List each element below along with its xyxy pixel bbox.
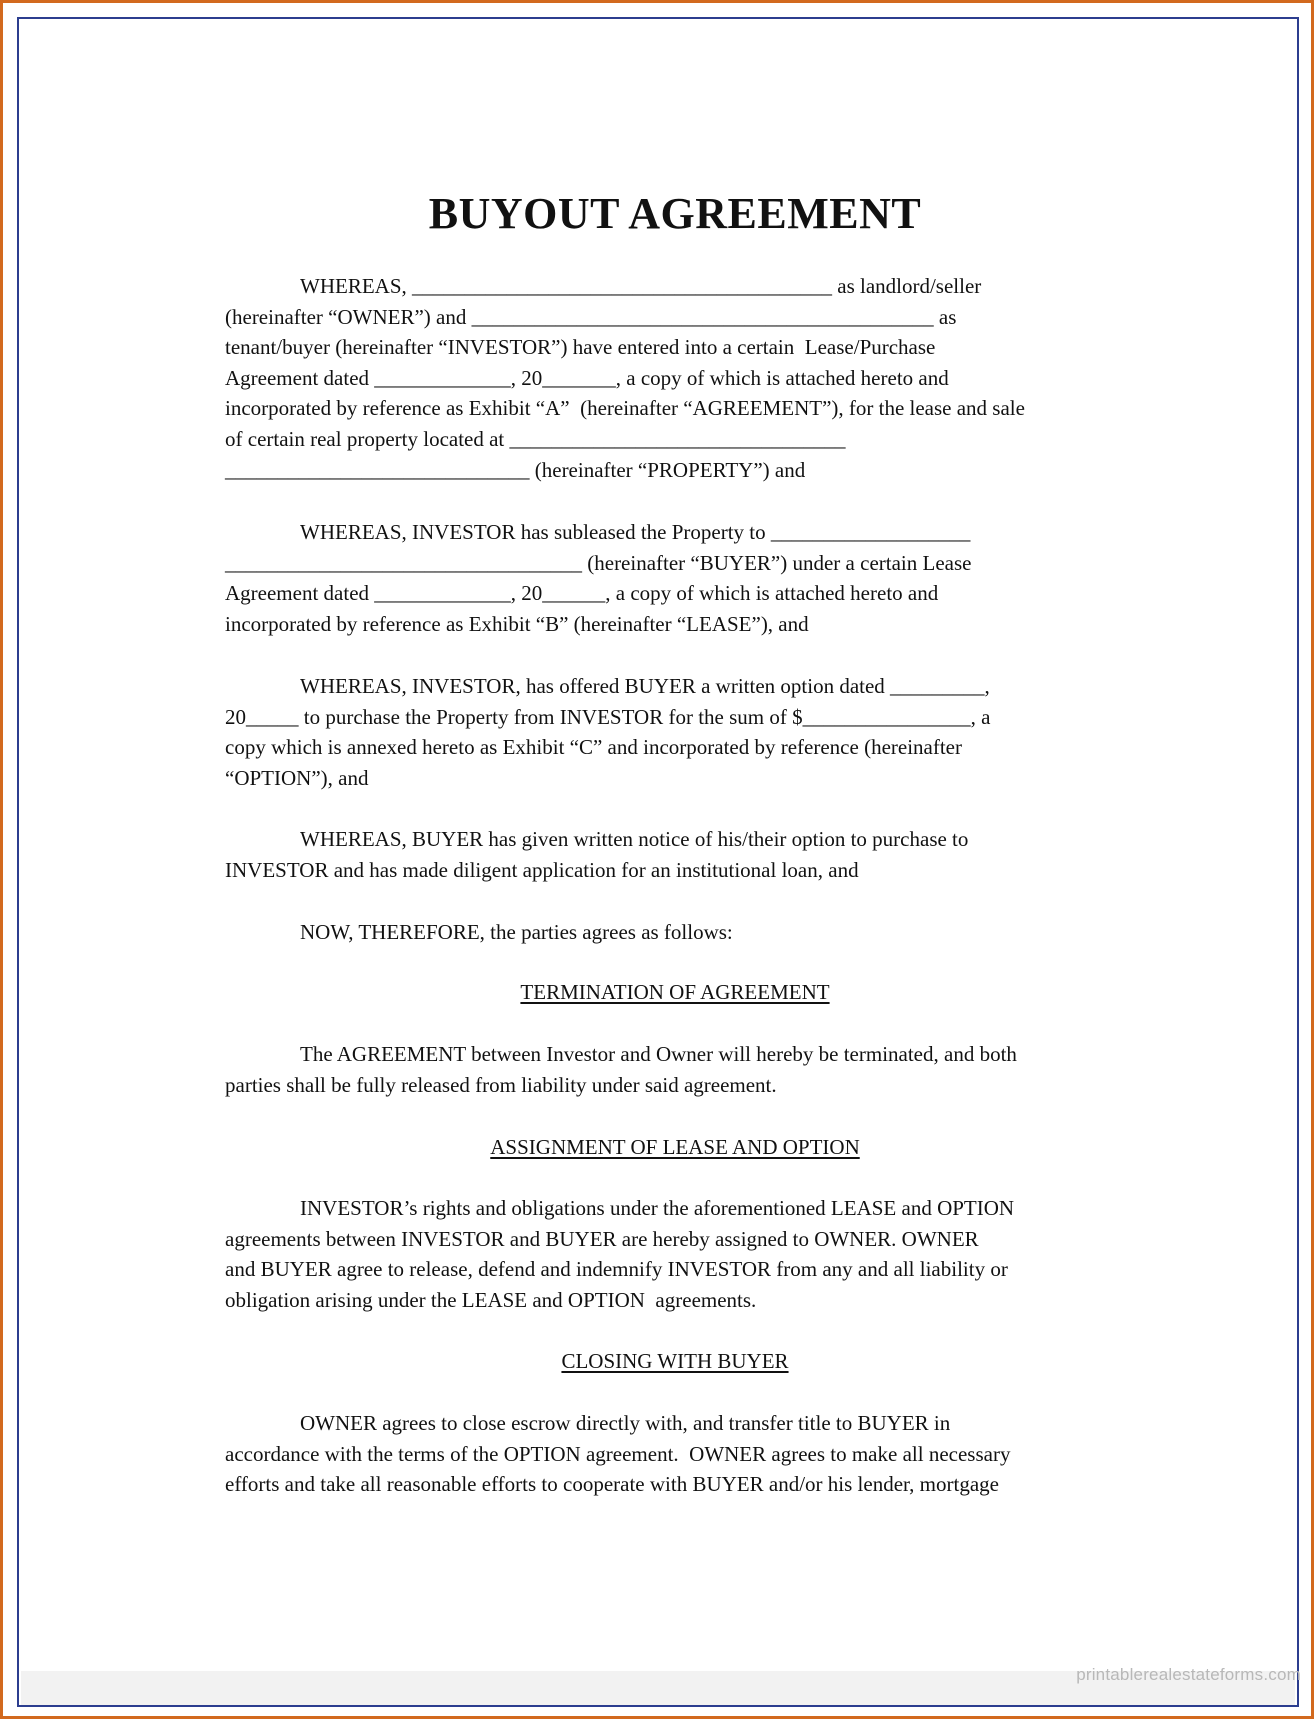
text-line: incorporated by reference as Exhibit “A” (hereinafter “AGREEMENT”), for the lease and sale xyxy=(225,396,1025,421)
text-line: WHEREAS, INVESTOR has subleased the Property to ___________________ xyxy=(300,520,971,544)
section-paragraph-termination xyxy=(225,1039,1125,1100)
text-line: copy which is annexed hereto as Exhibit “C” and incorporated by reference (hereinafter xyxy=(225,735,962,760)
watermark-text: printablerealestateforms.com xyxy=(1076,1665,1301,1684)
section-heading-closing: CLOSING WITH BUYER xyxy=(561,1349,789,1373)
whereas-paragraph-owner xyxy=(225,271,1125,485)
text-line: incorporated by reference as Exhibit “B” (hereinafter “LEASE”), and xyxy=(225,611,809,636)
whereas-paragraph-option xyxy=(225,671,1125,793)
text-line: (hereinafter “OWNER”) and ____________________________________________ as xyxy=(225,304,957,329)
text-line: tenant/buyer (hereinafter “INVESTOR”) have entered into a certain Lease/Purchase xyxy=(225,335,936,360)
text-line: NOW, THEREFORE, the parties agrees as follows: xyxy=(300,920,733,944)
text-line: INVESTOR and has made diligent application for an institutional loan, and xyxy=(225,857,859,882)
text-line: agreements between INVESTOR and BUYER are hereby assigned to OWNER. OWNER xyxy=(225,1226,979,1251)
text-line: “OPTION”), and xyxy=(225,765,369,790)
whereas-paragraph-notice xyxy=(225,824,1125,885)
whereas-paragraph-sublease xyxy=(225,517,1125,639)
text-line: of certain real property located at ________________________________ xyxy=(225,426,846,451)
therefore-paragraph xyxy=(225,917,1125,948)
document-page xyxy=(17,17,1299,1707)
section-heading-assignment: ASSIGNMENT OF LEASE AND OPTION xyxy=(490,1135,860,1159)
text-line: efforts and take all reasonable efforts to cooperate with BUYER and/or his lender, mortgage xyxy=(225,1472,999,1497)
text-line: obligation arising under the LEASE and OPTION agreements. xyxy=(225,1287,757,1312)
section-paragraph-closing xyxy=(225,1408,1125,1500)
text-line: and BUYER agree to release, defend and indemnify INVESTOR from any and all liability or xyxy=(225,1257,1008,1282)
text-line: Agreement dated _____________, 20______, a copy of which is attached hereto and xyxy=(225,581,939,606)
document-title: BUYOUT AGREEMENT xyxy=(428,189,922,238)
text-line: WHEREAS, BUYER has given written notice of his/their option to purchase to xyxy=(300,827,969,851)
text-line: accordance with the terms of the OPTION agreement. OWNER agrees to make all necessary xyxy=(225,1441,1011,1466)
section-heading-termination: TERMINATION OF AGREEMENT xyxy=(520,980,830,1004)
text-line: parties shall be fully released from liability under said agreement. xyxy=(225,1072,777,1097)
text-line: Agreement dated _____________, 20_______, a copy of which is attached hereto and xyxy=(225,365,949,390)
text-line: WHEREAS, ________________________________________ as landlord/seller xyxy=(300,274,982,298)
text-line: INVESTOR’s rights and obligations under the aforementioned LEASE and OPTION xyxy=(300,1196,1015,1220)
text-line: WHEREAS, INVESTOR, has offered BUYER a written option dated _________, xyxy=(300,674,990,698)
text-line: OWNER agrees to close escrow directly with, and transfer title to BUYER in xyxy=(300,1411,951,1435)
text-line: __________________________________ (hereinafter “BUYER”) under a certain Lease xyxy=(225,550,972,575)
text-line: 20_____ to purchase the Property from INVESTOR for the sum of $________________, a xyxy=(225,704,991,729)
text-line: The AGREEMENT between Investor and Owner will hereby be terminated, and both xyxy=(300,1042,1017,1066)
section-paragraph-assignment xyxy=(225,1193,1125,1315)
text-line: _____________________________ (hereinafter “PROPERTY”) and xyxy=(225,457,806,482)
